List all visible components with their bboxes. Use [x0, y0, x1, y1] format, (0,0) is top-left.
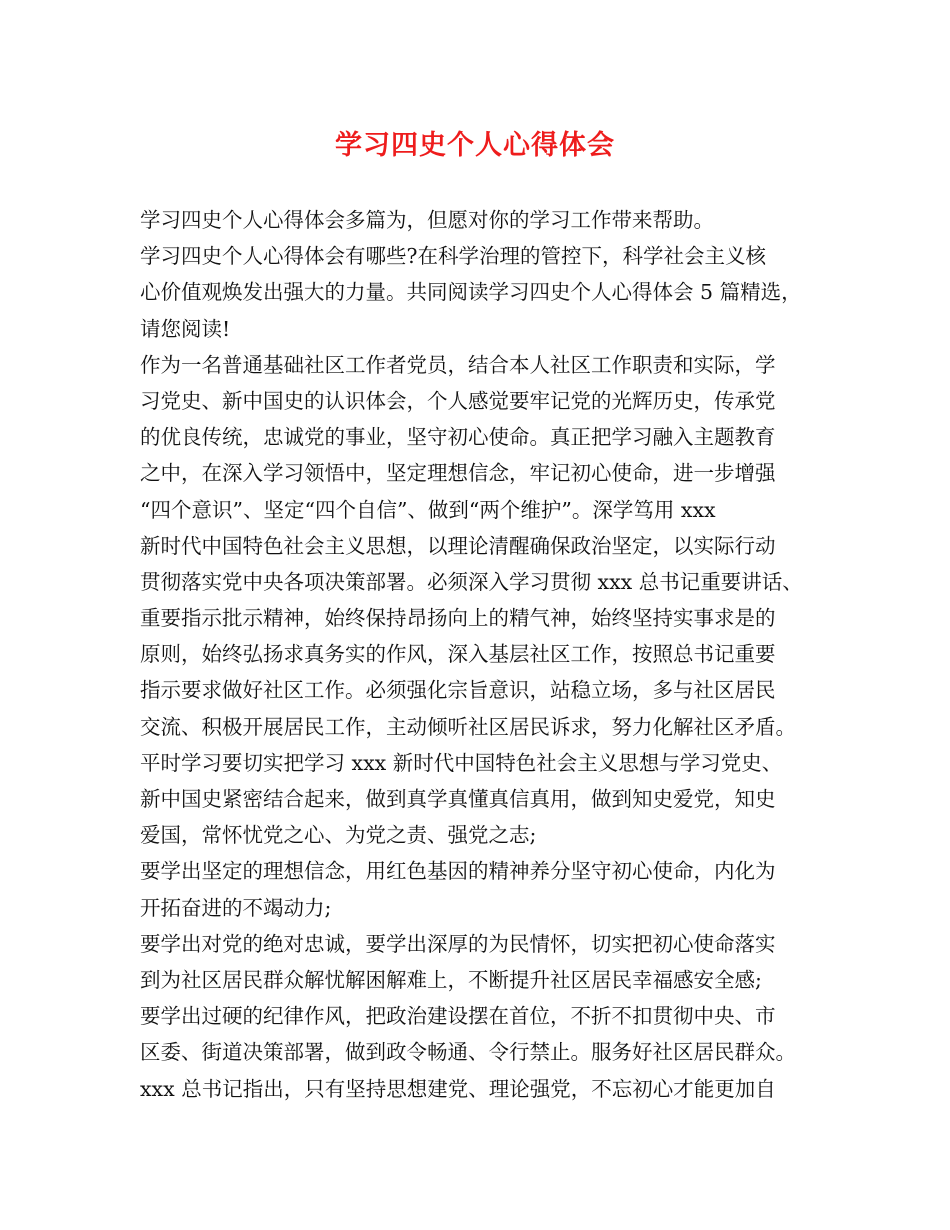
document-title: 学习四史个人心得体会: [335, 130, 615, 161]
text-line: 指示要求做好社区工作。必须强化宗旨意识，站稳立场，多与社区居民: [140, 678, 776, 703]
text-line: 学习四史个人心得体会多篇为，但愿对你的学习工作带来帮助。: [140, 208, 714, 232]
text-line: 新时代中国特色社会主义思想，以理论清醒确保政治坚定，以实际行动: [140, 533, 776, 558]
text-line: 要学出坚定的理想信念，用红色基因的精神养分坚守初心使命，内化为: [140, 859, 776, 884]
text-line: “四个意识”、坚定“四个自信”、做到“两个维护”。深学笃用 xxx: [140, 497, 716, 522]
text-line: 重要指示批示精神，始终保持昂扬向上的精气神，始终坚持实事求是的: [140, 606, 776, 631]
text-line: 请您阅读!: [140, 316, 231, 341]
text-line: 开拓奋进的不竭动力;: [140, 895, 332, 920]
text-line: 作为一名普通基础社区工作者党员，结合本人社区工作职责和实际，学: [140, 352, 776, 377]
text-line: xxx 总书记指出，只有坚持思想建党、理论强党，不忘初心才能更加自: [140, 1076, 776, 1101]
text-line: 学习四史个人心得体会有哪些?在科学治理的管控下，科学社会主义核: [140, 244, 766, 269]
text-line: 贯彻落实党中央各项决策部署。必须深入学习贯彻 xxx 总书记重要讲话、: [140, 569, 803, 594]
text-line: 心价值观焕发出强大的力量。共同阅读学习四史个人心得体会 5 篇精选，: [140, 280, 802, 305]
text-line: 要学出对党的绝对忠诚，要学出深厚的为民情怀，切实把初心使命落实: [140, 931, 776, 956]
text-line: 平时学习要切实把学习 xxx 新时代中国特色社会主义思想与学习党史、: [140, 750, 783, 775]
text-line: 爱国，常怀忧党之心、为党之责、强党之志;: [140, 823, 537, 848]
text-line: 新中国史紧密结合起来，做到真学真懂真信真用，做到知史爱党，知史: [140, 787, 776, 811]
text-line: 区委、街道决策部署，做到政令畅通、令行禁止。服务好社区居民群众。: [140, 1040, 796, 1065]
document-body: [140, 202, 830, 1107]
text-line: 之中，在深入学习领悟中，坚定理想信念，牢记初心使命，进一步增强: [140, 461, 776, 486]
text-line: 的优良传统，忠诚党的事业，坚守初心使命。真正把学习融入主题教育: [140, 425, 776, 450]
text-line: 到为社区居民群众解忧解困解难上，不断提升社区居民幸福感安全感;: [140, 967, 762, 992]
text-line: 习党史、新中国史的认识体会，个人感觉要牢记党的光辉历史，传承党: [140, 388, 776, 413]
text-line: 原则，始终弘扬求真务实的作风，深入基层社区工作，按照总书记重要: [140, 642, 776, 667]
text-line: 要学出过硬的纪律作风，把政治建设摆在首位，不折不扣贯彻中央、市: [140, 1004, 776, 1029]
text-line: 交流、积极开展居民工作，主动倾听社区居民诉求，努力化解社区矛盾。: [140, 714, 796, 739]
